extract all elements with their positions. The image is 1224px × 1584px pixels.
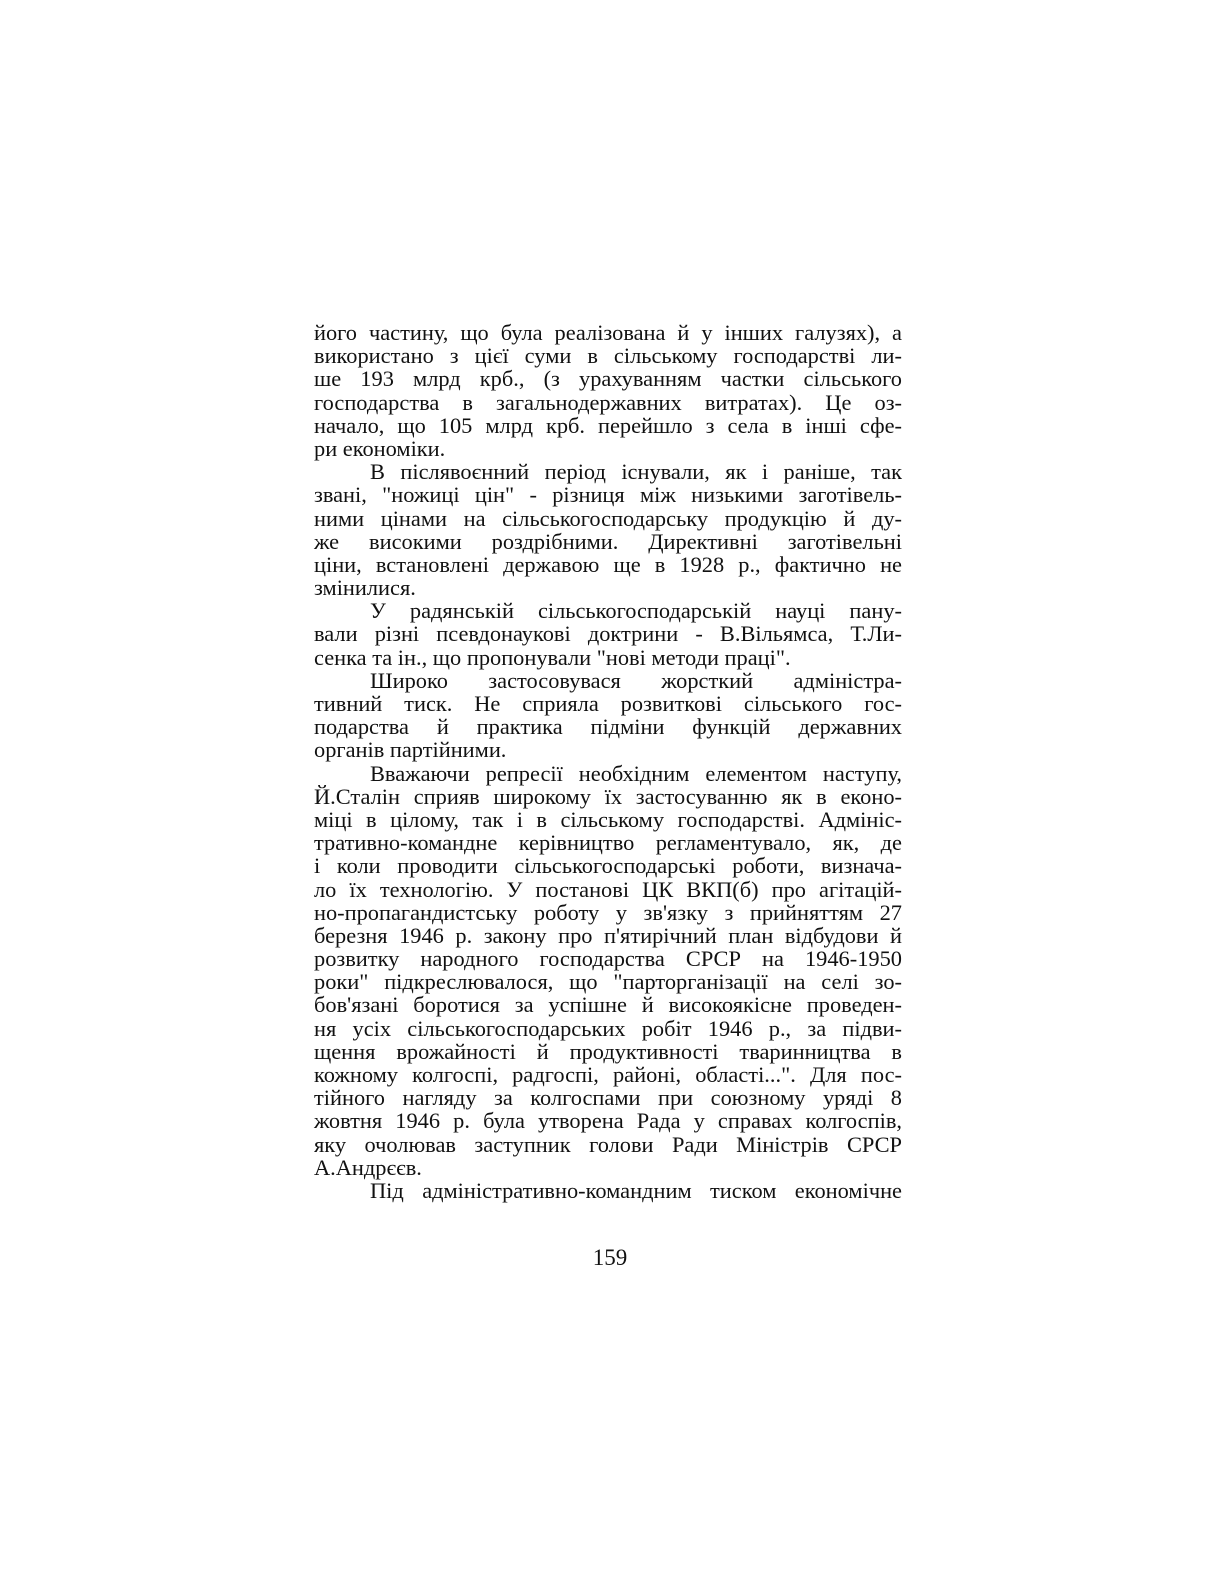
text-line: органів партійними.: [314, 737, 507, 763]
text-line: роки" підкреслювалося, що "парторганізації на селі зо-: [314, 969, 902, 995]
text-line: ло їх технологію. У постанові ЦК ВКП(б) про агітацій-: [314, 876, 902, 902]
text-line: ня усіх сільськогосподарських робіт 1946 р., за підви-: [314, 1015, 902, 1041]
text-line: і коли проводити сільськогосподарські роботи, визнача-: [314, 853, 902, 879]
text-line: яку очолював заступник голови Ради Міністрів СРСР: [314, 1131, 902, 1157]
paragraph-first-line: У радянській сільськогосподарській науці пану-: [370, 598, 902, 624]
text-line: ціни, встановлені державою ще в 1928 р., фактично не: [314, 551, 902, 577]
text-line: щення врожайності й продуктивності тваринництва в: [314, 1038, 902, 1064]
text-line: господарства в загальнодержавних витратах). Це оз-: [314, 389, 902, 415]
text-line: тійного нагляду за колгоспами при союзному уряді 8: [314, 1085, 902, 1111]
paragraph-first-line: В післявоєнний період існували, як і раніше, так: [370, 459, 902, 485]
text-line: ше 193 млрд крб., (з урахуванням частки сільського: [314, 366, 902, 392]
text-line: но-пропагандистську роботу у зв'язку з прийняттям 27: [314, 899, 902, 925]
text-line: сенка та ін., що пропонували "нові методи праці".: [314, 644, 791, 670]
text-line: тративно-командне керівництво регламентувало, як, де: [314, 830, 902, 856]
text-line: А.Андрєєв.: [314, 1154, 422, 1180]
paragraph-first-line: Під адміністративно-командним тиском економічне: [370, 1177, 902, 1203]
text-line: начало, що 105 млрд крб. перейшло з села в інші сфе-: [314, 412, 902, 438]
body-text: [314, 321, 902, 1202]
text-line: жовтня 1946 р. була утворена Рада у справах колгоспів,: [314, 1108, 902, 1134]
text-line: тивний тиск. Не сприяла розвиткові сільського гос-: [314, 691, 902, 716]
text-line: звані, "ножиці цін" - різниця між низькими заготівель-: [314, 482, 902, 508]
text-line: бов'язані боротися за успішне й високоякісне проведен-: [314, 992, 902, 1018]
text-line: розвитку народного господарства СРСР на 1946-1950: [314, 946, 902, 972]
text-line: ри економіки.: [314, 435, 446, 461]
text-line: ними цінами на сільськогосподарську продукцію й ду-: [314, 505, 902, 531]
text-line: його частину, що була реалізована й у інших галузях), а: [314, 320, 902, 345]
text-line: же високими роздрібними. Директивні заготівельні: [314, 528, 902, 554]
text-line: подарства й практика підміни функцій державних: [314, 714, 902, 740]
text-line: вали різні псевдонаукові доктрини - В.Вільямса, Т.Ли-: [314, 621, 902, 647]
text-line: Й.Сталін сприяв широкому їх застосуванню як в еконо-: [314, 783, 902, 809]
paragraph-first-line: Широко застосовувася жорсткий адміністра-: [370, 667, 902, 693]
paragraph-first-line: Вважаючи репресії необхідним елементом наступу,: [370, 760, 902, 786]
text-line: використано з цієї суми в сільському господарстві ли-: [314, 343, 902, 369]
text-line: міці в цілому, так і в сільському господарстві. Адмініс-: [314, 806, 902, 832]
page-number: 159: [592, 1245, 628, 1270]
text-line: кожному колгоспі, радгоспі, районі, області...". Для пос-: [314, 1062, 902, 1087]
text-line: березня 1946 р. закону про п'ятирічний план відбудови й: [314, 922, 902, 948]
text-line: змінилися.: [314, 575, 416, 601]
